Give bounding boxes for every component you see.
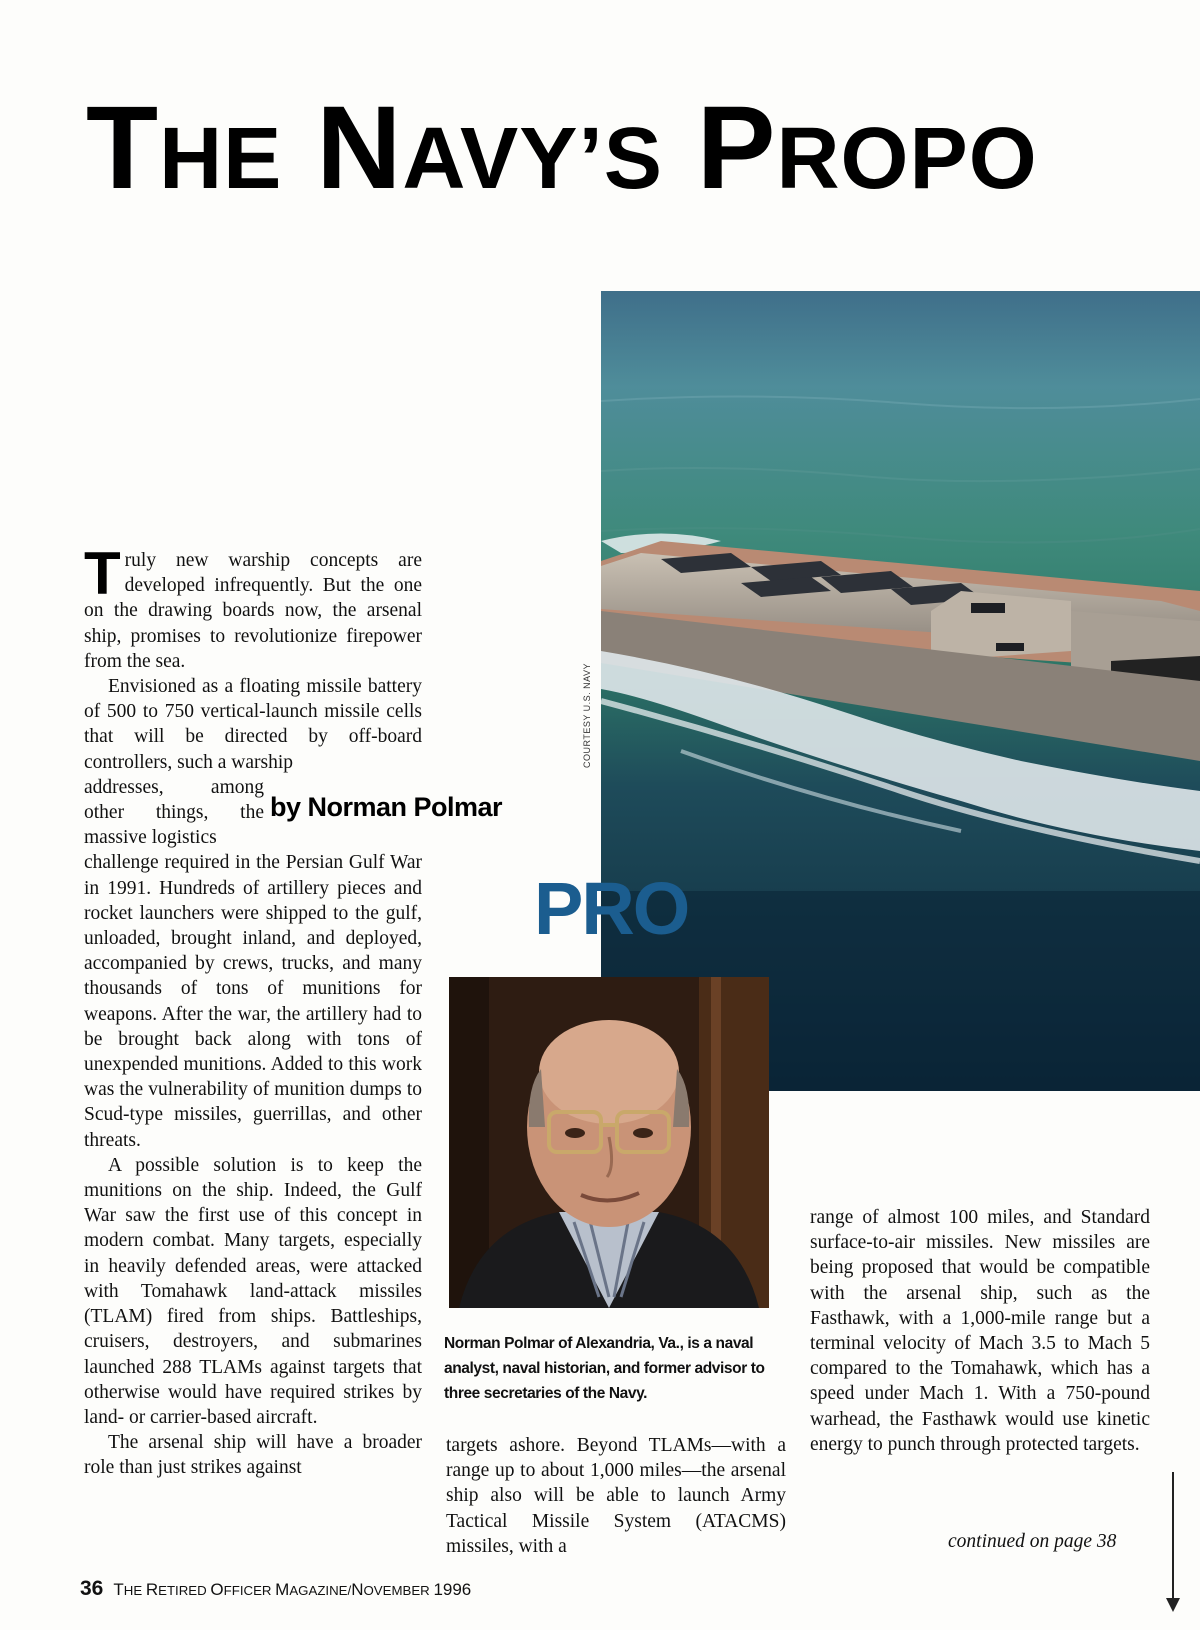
paragraph: addresses, among other things, the massive logistics [84,776,264,849]
paragraph: range of almost 100 miles, and Standard surface-to-air missiles. New missiles are being proposed that would be compatible with the arsenal ship, such as the Fasthawk, with a 1,000-mile range but a terminal velocity of Mach 3.5 to Mach 5 compared to the Tomahawk, which has a speed under Mach 1. With a 750-pound warhead, the Fasthawk would use kinetic energy to punch through protected targets. [810,1207,1150,1455]
drop-cap: T [84,540,121,607]
paragraph: Truly new warship concepts are developed infrequently. But the one on the drawing boards now, the arsenal ship, promises to revolutionize firepower from the sea. [84,540,422,672]
byline: by Norman Polmar [270,792,503,822]
article-column-2 [446,1433,786,1559]
pro-word: PRO [534,867,689,950]
down-arrow-icon [1166,1598,1180,1612]
photo-caption: Norman Polmar of Alexandria, Va., is a naval analyst, naval historian, and former advisor to three secretaries of the Navy. [444,1335,765,1402]
paragraph: targets ashore. Beyond TLAMs—with a range up to about 1,000 miles—the arsenal ship also will be able to launch Army Tactical Missile System (ATACMS) missiles, with a [446,1435,786,1557]
paragraph: The arsenal ship will have a broader role than just strikes against [84,1432,422,1479]
arsenal-ship-illustration [601,291,1200,1091]
continued-note: continued on page 38 [948,1531,1117,1552]
continue-arrow-line [1172,1472,1174,1602]
page-number: 36 [80,1577,104,1600]
headline: THE NAVY’S PROPO [86,82,1038,214]
paragraph: A possible solution is to keep the munitions on the ship. Indeed, the Gulf War saw the first use of this concept in modern combat. Many targets, especially in heavily defended areas, were attacked with Tomahawk land-attack missiles (TLAM) fired from ships. Battleships, cruisers, destroyers, and submarines launched 288 TLAMs against targets that otherwise would have required strikes by land- or carrier-based aircraft. [84,1154,422,1428]
author-portrait [449,977,769,1308]
article-column-1 [84,540,422,1481]
paragraph: challenge required in the Persian Gulf War in 1991. Hundreds of artillery pieces and rocket launchers were shipped to the gulf, unloaded, brought inland, and deployed, accompanied by crews, trucks, and many thousands of tons of munitions for weapons. After the war, the artillery had to be brought back along with tons of unexpended munitions. Added to this work was the vulnerability of munition dumps to Scud-type missiles, guerrillas, and other threats. [84,852,422,1151]
article-column-3 [810,1205,1150,1457]
page-footer: 36 THE RETIRED OFFICER MAGAZINE/NOVEMBER 1996 [80,1577,472,1600]
photo-credit: COURTESY U.S. NAVY [582,662,592,768]
paragraph: Envisioned as a floating missile battery of 500 to 750 vertical-launch missile cells that will be directed by off-board controllers, such a warship [84,676,422,773]
